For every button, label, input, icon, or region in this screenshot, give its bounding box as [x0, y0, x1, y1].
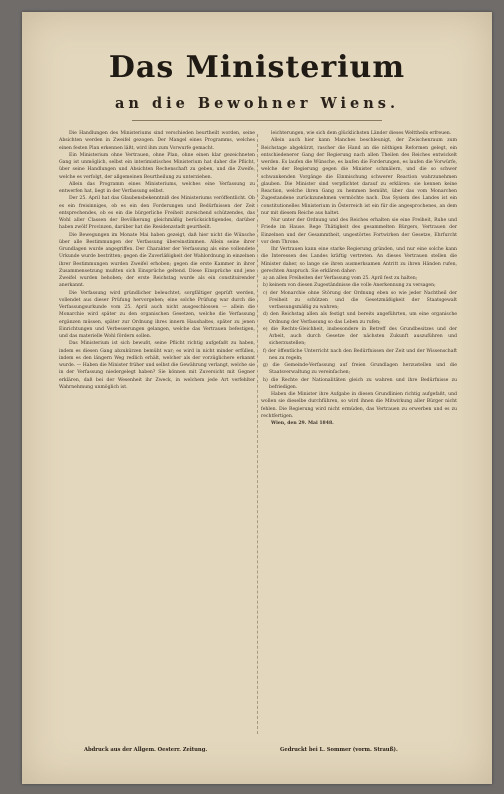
poster-subtitle: an die Bewohner Wiens.	[114, 95, 400, 112]
closing-paragraph: Haben die Minister ihre Aufgabe in diesen Grundlinien richtig aufgefaßt, und wollen sie dieselbe durchführen, so wird ihnen die Mitwirkung aller Bürger nicht fehlen. Die Regierung wird nicht ermüden, das Vertrauen zu erwerben und es zu rechtfertigen.	[261, 392, 457, 419]
footer-printer: Gedruckt bei L. Sommer (vorm. Strauß).	[280, 747, 398, 753]
list-item: d) den Reichstag allen als festigt und bereits angeführten, um eine organische Ordnung der Verfassung so das Leben zu rufen;	[263, 312, 457, 325]
title-divider	[132, 120, 382, 121]
paragraph: Ein Ministerium ohne Vertrauen, ohne Plan, ohne einen klar gezeichneten Gang ist unmöglich, selbst ein interimistisches Ministerium hat daher die Pflicht, über seine Handlungen und Absichten Rechenschaft zu geben, und die Zweife, welche es verfolgt, der allgemeinen Beurtheilung zu unterziehen.	[59, 152, 255, 180]
poster-title: Das Ministerium	[108, 50, 406, 85]
footer-source: Abdruck aus der Allgem. Oesterr. Zeitung.	[84, 747, 208, 753]
paragraph: Nur unter der Ordnung und des Reiches erhalten sie eine Freiheit, Ruhe und Friede im Hause. Rege Thätigkeit des gesammelten Bürgers, Vertrauen der Einzelnen und der Gesammtheit, ungestörtes Fortwirken der Gesetze, Ehrfurcht vor dem Throne.	[261, 218, 457, 245]
paragraph: leichterungen, wie sich dem glücklichsten Länder dieses Welttheils erfreuen.	[271, 131, 452, 136]
paragraph: Die Bewegungen im Monate Mai haben gezeigt, daß hier nicht die Wünsche über alle Bestimmungen der Verfassung übereinstimmen. Allein seine ihrer Grundlagen wurde angegriffen. Der Charakter der Verfassung als eine vollendete Urkunde wurde bestritten; gegen die Zuverläßigkeit der Wahlordnung in einzelnen ihrer Bestimmungen wurden Zweifel erhoben; gegen die erste Kammer in ihrer Zusammensetzung mußten sich Einsprüche geltend. Diese Einsprüche und jene Zweifel wurden behoben; der erste Reichstag wurde als ein constituirender anerkannt.	[59, 232, 255, 289]
list-item: a) an allen Freiheiten der Verfassung vom 25. April fest zu halten;	[263, 276, 418, 281]
list-item: f) der öffentliche Unterricht nach den Bedürfnissen der Zeit und der Wissenschaft neu zu regeln;	[263, 348, 457, 361]
paragraph: Das Ministerium ist sich bewußt, seine Pflicht richtig aufgefaßt zu haben, indem es diesen Gang abzukürzen bemüht war; es wird in nicht minder erfüllen, indem es den längern Weg redlich erhält, welcher als der vorzüglichere erkannt wurde. — Haben die Minister früher und selbst die Gewährung verlangt, welche sie in der Verfassung niedergelegt haben? Sie können mit Zuversicht mit Gegner erklären, daß bei der Wesenheit ihr Zweck, in welchem jede Art verfehlter Wahrnehmung unmöglich ist.	[59, 341, 255, 390]
paragraph: Ihr Vertrauen kann eine starke Regierung gründen, und nur eine solche kann die Interessen des Landes kräftig vertreten. An dieses Vertrauen stellen die Minister daher, so lange sie ihren ausmerksamen Antritt zu ihren Händen rufen, gerechten Anspruch. Sie erklären daher:	[261, 247, 457, 274]
paragraph: Allein auch hier kann Manches beschleunigt, der Zwischenraum zum Reichstage abgekürzt, rascher die Hand an die nöthigen Reformen gelegt, ein entschiedenerer Gang der Regierung nach allen Theilen des Reiches entwickelt werden. Es laufen die Wünsche, es laufen die Forderungen, es laufen die Vorwürfe, welche der Regierung gegen die Minister schmälern, und die so schwer schwankenden Vorgänge die Einmischung schwerer Reaction wahrzunehmen glauben. Die Minister sind verpflichtet darauf zu erklären: sie kennen keine Reaction, welche ihren Gang zu hemmen bemüht, über das vom Monarchen Zugestandene zurückzunehmen vermöchte nach. Das Sysiem des Landes ist ein constitutionelles Ministerium in Österreich ist ein für die angesprochenes, an dem nur mit diesem Reiche aus haltet.	[261, 138, 457, 216]
list-item: h) die Rechte der Nationalitäten gleich zu wahren und ihre Bedürfnisse zu befriedigen.	[263, 377, 457, 390]
list-item: b) keinem von diesen Zugeständnisse die volle Anerkennung zu versagen;	[263, 283, 436, 289]
paragraph: Die Verfassung wird gründlicher beleuchtet, sorgfältiger geprüft werden, vollendet aus dieser Prüfung hervorgehen; eine solche Prüfung war durch die Verfassungsurkunde vom 25. April auch nicht ausgeschlossen — allein die Monarchie wird später zu den organischen Gesetzen, welche die Verfassung ergänzen müssen, später zur Ordnung ihres innern Haushaltes, später zu jenen Einrichtungen und Verbesserungen gelangen, welche das Vertrauen befestigen, und das materielle Wohl fördern sollen.	[59, 290, 255, 339]
paragraph: Die Handlungen des Ministeriums sind verschieden beurtheilt worden, seine Absichten werden in Zweifel gezogen. Der Mangel eines Programms, welches einen festen Plan erkennen läßt, wird ihm zum Vorwurfe gemacht.	[59, 131, 255, 151]
right-column	[261, 130, 457, 742]
paragraph: Der 25. April hat das Glaubensbekenntniß des Ministeriums veröffentlicht. Ob es ein freisinniges, ob es ein den Forderungen und Bedürfnissen der Zeit entsprechendes, ob es ein die bürgerliche Freiheit zureichend schützendes, das Wohl aller Classen der Bevölkerung gleichmäßig berücksichtigendes, darüber haben zwölf Provinzen, darüber hat die Residenzstadt geurtheilt.	[59, 196, 255, 231]
declaration-list	[261, 275, 457, 391]
list-item: e) die Rechts-Gleichheit, insbesondere in Betreff des Grundbesitzes und der Arbeit, auch durch Gesetze der nächsten Zukunft auszuführen und sicherzustellen;	[263, 326, 457, 347]
column-divider	[257, 134, 258, 734]
date-line: Wien, den 29. Mai 1848.	[271, 421, 334, 426]
poster-sheet	[22, 12, 492, 784]
left-column	[59, 130, 255, 742]
paragraph: Allein das Programm eines Ministeriums, welches eine Verfassung zu entwerfen hat, liegt in der Verfassung selbst.	[59, 181, 255, 194]
list-item: c) der Monarchie ohne Störung der Ordnung eben so wie jeder Nachtheil der Freiheit zu schützen und die Gesetzmäßigkeit der Staatsgewalt verfassungsmäßig zu wahren;	[263, 290, 457, 310]
list-item: g) die Gemeinde-Verfassung auf freien Grundlagen herzustellen und die Staatsverwaltung zu vereinfachen;	[263, 363, 457, 376]
